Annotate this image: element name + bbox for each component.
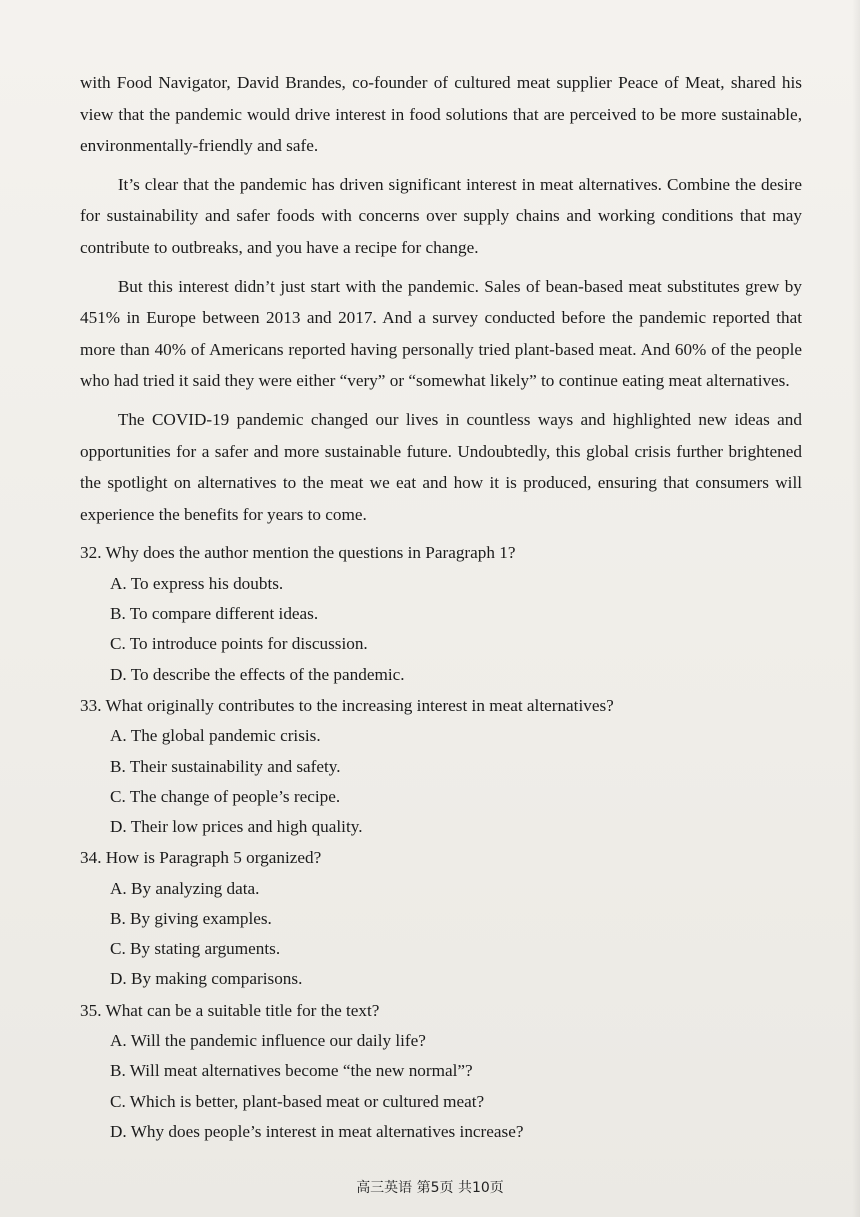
option-a: A. To express his doubts. [110,573,284,593]
question-stem: 34. How is Paragraph 5 organized? [80,848,322,868]
option-b: B. Their sustainability and safety. [110,756,341,776]
question-stem: 35. What can be a suitable title for the text? [80,1000,380,1020]
question-34 [80,842,802,994]
passage-paragraph-4: The COVID-19 pandemic changed our lives in countless ways and highlighted new ideas and opportunities for a safer and more sustainable future. Undoubtedly, this global crisis further brightened the spotlight on alternatives to the meat we eat and how it is produced, ensuring that consumers will experience the benefits for years to come. [80,409,802,524]
option-d: D. Why does people’s interest in meat alternatives increase? [110,1121,524,1141]
option-b: B. To compare different ideas. [110,604,319,624]
passage-paragraph-2: It’s clear that the pandemic has driven significant interest in meat alternatives. Combine the desire for sustainability and safer foods with concerns over supply chains and working conditions that may contribute to outbreaks, and you have a recipe for change. [80,174,802,257]
question-32 [80,537,802,689]
option-d: D. Their low prices and high quality. [110,816,363,836]
option-a: A. The global pandemic crisis. [110,726,321,746]
question-stem: 33. What originally contributes to the increasing interest in meat alternatives? [80,695,614,715]
passage-paragraph-3: But this interest didn’t just start with the pandemic. Sales of bean-based meat substitutes grew by 451% in Europe between 2013 and 2017. And a survey conducted before the pandemic reported that more than 40% of Americans reported having personally tried plant-based meat. And 60% of the people who had tried it said they were either “very” or “somewhat likely” to continue eating meat alternatives. [80,276,802,391]
option-b: B. By giving examples. [110,908,272,928]
answer-options [80,569,802,690]
question-33 [80,690,802,842]
option-b: B. Will meat alternatives become “the new normal”? [110,1061,473,1081]
question-stem: 32. Why does the author mention the questions in Paragraph 1? [80,543,516,563]
option-c: C. Which is better, plant-based meat or cultured meat? [110,1091,485,1111]
answer-options [80,1026,802,1147]
option-a: A. Will the pandemic influence our daily life? [110,1031,426,1051]
option-c: C. To introduce points for discussion. [110,634,368,654]
page-content [80,67,802,1147]
page-footer: 高三英语 第5页 共10页 [356,1180,504,1196]
passage-paragraph-1: with Food Navigator, David Brandes, co-founder of cultured meat supplier Peace of Meat, shared his view that the pandemic would drive interest in food solutions that are perceived to be more sustainable, environmentally-friendly and safe. [80,73,802,156]
option-d: D. By making comparisons. [110,969,303,989]
option-d: D. To describe the effects of the pandemic. [110,664,405,684]
answer-options [80,721,802,842]
scan-edge-shadow [852,0,860,1217]
question-35 [80,995,802,1147]
option-a: A. By analyzing data. [110,878,260,898]
option-c: C. By stating arguments. [110,939,281,959]
option-c: C. The change of people’s recipe. [110,786,341,806]
answer-options [80,874,802,995]
